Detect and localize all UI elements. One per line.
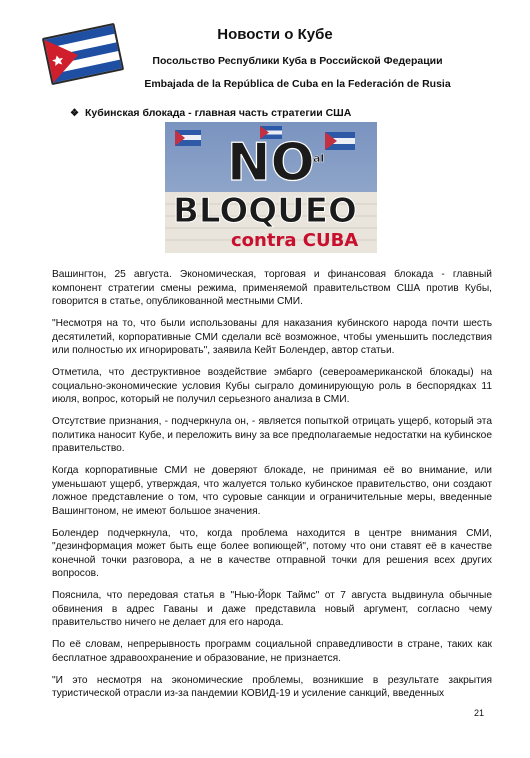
- poster-word-no: NO: [227, 133, 315, 193]
- paragraph: Пояснила, что передовая статья в "Нью-Йорк Таймс" от 7 августа выдвинула обычные обвинения в адрес Гаваны и даже представила новый аргумент, согласно чему правительство ничего не делает для его народа.: [52, 590, 492, 628]
- newsletter-title: Новости о Кубе: [217, 26, 333, 43]
- paragraph: Отметила, что деструктивное воздействие эмбарго (североамериканской блокады) на социально-экономические условия Кубы сыграло доминирующую роль в беспорядках 11 июля, вопрос, который не получил серьезного анализа в СМИ.: [52, 367, 492, 405]
- poster-word-al: al: [313, 152, 325, 165]
- paragraph: Вашингтон, 25 августа. Экономическая, торговая и финансовая блокада - главный компонент стратегии смены режима, применяемой правительством США против Кубы, говорится в статье, опубликованной местными СМИ.: [52, 269, 492, 307]
- embassy-name-es: Embajada de la República de Cuba en la Federación de Rusia: [144, 78, 451, 90]
- embassy-name-ru: Посольство Республики Куба в Российской Федерации: [152, 55, 443, 67]
- page-number: 21: [474, 708, 485, 718]
- diamond-bullet-icon: ❖: [70, 107, 79, 119]
- paragraph: "Несмотря на то, что были использованы для наказания кубинского народа почти шесть десятилетий, корпоративные СМИ сделали всё возможное, чтобы уменьшить последствия или полностью их игнорировать", заявила Кейт Болендер, автор статьи.: [52, 318, 492, 356]
- paragraph: По её словам, непрерывность программ социальной справедливости в стране, таких как бесплатное здравоохранение и образование, не признается.: [52, 639, 492, 664]
- no-al-bloqueo-image: [165, 122, 377, 253]
- poster-word-contra-cuba: contra CUBA: [231, 230, 359, 251]
- paragraph: Отсутствие признания, - подчеркнула он, - является попыткой отрицать ущерб, который эта политика наносит Кубе, и переложить вину за все предполагаемые недостатки на кубинское правительство.: [52, 416, 492, 454]
- paragraph: "И это несмотря на экономические проблемы, возникшие в результате закрытия туристической отрасли из-за пандемии КОВИД-19 и усиление санкций, введенных: [52, 674, 492, 699]
- paragraph: Когда корпоративные СМИ не доверяют блокаде, не принимая её во внимание, или уменьшают ущерб, утверждая, что жалуется только кубинское правительство, они создают ложное представление о том, что суровые санкции и ограничительные меры, введенные Вашингтоном, не имеют большое значения.: [52, 465, 492, 517]
- article-body: [52, 268, 492, 709]
- section-heading: [70, 107, 490, 119]
- section-title: Кубинская блокада - главная часть стратегии США: [84, 107, 352, 119]
- poster-word-bloqueo: BLOQUEO: [173, 191, 357, 231]
- paragraph: Болендер подчеркнула, что, когда проблема находится в центре внимания СМИ, "дезинформация может быть еще более вопиющей", потому что они ставят её в качестве конечной точки разговора, а не в качестве отправной точки для решения всех других вопросов.: [52, 527, 492, 579]
